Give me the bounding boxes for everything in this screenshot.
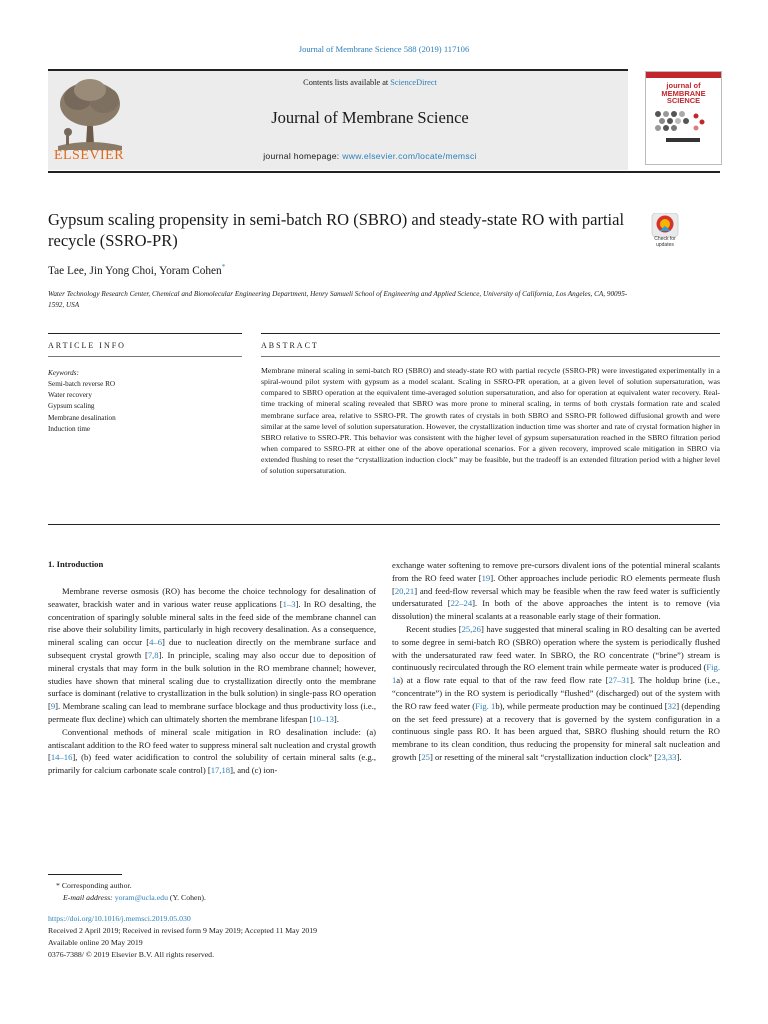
- email-label: E-mail address:: [63, 893, 115, 902]
- paragraph-text: ] due to nucleation directly on the membrane surface and subsequent crystal growth [: [48, 637, 376, 660]
- paragraph-text: Conventional methods of mineral scale mitigation in RO desalination include: (a) antiscalant addition to the RO feed water to suppress mineral salt nucleation and crystal growth [: [48, 726, 376, 763]
- cover-band: [646, 72, 721, 78]
- email-line: [63, 893, 206, 904]
- received-dates: Received 2 April 2019; Received in revised form 9 May 2019; Accepted 11 May 2019: [48, 926, 318, 935]
- sciencedirect-link[interactable]: ScienceDirect: [390, 78, 437, 87]
- reference-link[interactable]: 20,21: [394, 585, 415, 596]
- publisher-wordmark: ELSEVIER: [53, 148, 125, 163]
- email-link[interactable]: yoram@ucla.edu: [114, 893, 168, 902]
- journal-citation[interactable]: Journal of Membrane Science 588 (2019) 117106: [298, 44, 470, 54]
- intro-paragraph-3: [392, 559, 720, 623]
- paragraph-text: Recent studies [: [406, 623, 462, 634]
- email-suffix: (Y. Cohen).: [167, 893, 206, 902]
- author-list: [48, 263, 225, 277]
- homepage-line: [180, 151, 560, 161]
- reference-link[interactable]: 7,8: [147, 649, 159, 660]
- reference-link[interactable]: 17,18: [210, 765, 231, 776]
- reference-link[interactable]: Fig. 1: [475, 700, 496, 711]
- keyword-item: Induction time: [48, 424, 91, 433]
- reference-link[interactable]: 9: [50, 701, 56, 712]
- abstract-text: Membrane mineral scaling in semi-batch RO (SBRO) and steady-state RO with partial recycle (SSRO-PR) were investigated experimentally in a spiral-wound pilot system with gypsum as a model scalant. Scaling in SSRO-PR operation, at a given level of solution supersaturation, was compared to SBRO operation at the equivalent time-averaged solution supersaturation, and also for operation at equivalent water recovery. Real-time tracking of mineral scaling revealed that SBRO was more prone to mineral scaling, in terms of both crystals formation rate and scaled membrane surface area, relative to SSRO-PR. The growth rates of crystals in both SBRO and SSRO-PR followed diffusional growth and were similar at the same level of solution supersaturation. However, the crystallization induction time was shorter and rate of crystal formation higher in SBRO relative to SSRO-PR. This behavior was consistent with the higher level of gypsum supersaturation reached in the SBRO filtration period when compared to SSRO-PR at either one of the above operational scenarios. For a given recovery, improved scale mitigation in SBRO via extended flushing to reset the “crystallization induction clock” may be feasible, but the tradeoff is an extended filtration period with a higher level of solution supersaturation.: [261, 366, 720, 476]
- corresponding-author-marker[interactable]: *: [221, 263, 226, 271]
- article-info-heading: ARTICLE INFO: [48, 341, 126, 350]
- keywords-label: Keywords:: [48, 369, 79, 377]
- article-info-rule-top: [48, 333, 242, 334]
- contents-line: [200, 78, 540, 87]
- keyword-item: Water recovery: [48, 391, 92, 400]
- intro-paragraph-1: [48, 585, 376, 726]
- author-affiliation: Water Technology Research Center, Chemical and Biomolecular Engineering Department, Henry Samueli School of Engineering and Applied Science, University of California, Los Angeles, CA, 90095-1592, USA: [48, 290, 628, 309]
- reference-link[interactable]: 23,33: [657, 751, 677, 762]
- homepage-prefix: journal homepage:: [263, 151, 343, 161]
- abstract-rule-top: [261, 333, 720, 334]
- article-title: Gypsum scaling propensity in semi-batch RO (SBRO) and steady-state RO with partial recycle (SSRO-PR): [48, 210, 625, 250]
- masthead-bottom-rule: [48, 171, 720, 173]
- keyword-item: Membrane desalination: [48, 413, 116, 422]
- footnote-rule: [48, 874, 122, 875]
- contents-prefix: Contents lists available at: [303, 78, 391, 87]
- reference-link[interactable]: 4–6: [149, 637, 162, 648]
- paragraph-text: ].: [333, 713, 339, 724]
- keyword-item: Semi-batch reverse RO: [48, 380, 116, 388]
- paragraph-text: ] have suggested that mineral scaling in RO desalting can be averted to some degree in semi-batch RO (SBRO) operation where the system is periodically flushed with the undersaturated raw feed water. In SBRO, the RO concentrate (“brine”) stream is continuously recirculated through the RO element train while permeate water is produced (: [392, 623, 721, 673]
- reference-link[interactable]: 25,26: [461, 623, 481, 634]
- paragraph-text: ] and feed-flow reversal which may be feasible when the raw feed water is sufficiently undersaturated [: [392, 585, 720, 609]
- paragraph-text: ]. In both of the above approaches the intent is to remove (via dissolution) the mineral scalants at a reasonable early stage of their formation.: [392, 598, 720, 622]
- intro-paragraph-4: [392, 623, 720, 764]
- paragraph-text: ] or resetting of the mineral salt “crystallization induction clock” [: [429, 751, 658, 762]
- copyright-line: 0376-7388/ © 2019 Elsevier B.V. All rights reserved.: [48, 950, 215, 959]
- homepage-link[interactable]: www.elsevier.com/locate/memsci: [342, 151, 477, 161]
- article-info-rule-mid: [48, 356, 242, 357]
- paragraph-text: ]. The holdup brine (i.e., “concentrate”) in the RO system is periodically “flushed” (discharged) out of the system with the RO raw feed water (: [392, 675, 720, 711]
- reference-link[interactable]: 14–16: [50, 752, 73, 763]
- body-column-left: [48, 585, 376, 777]
- paragraph-text: exchange water softening to remove pre-cursors divalent ions of the potential mineral scalants from the RO feed water [: [392, 560, 720, 583]
- paragraph-text: ].: [676, 751, 682, 762]
- paragraph-text: ]. Other approaches include periodic RO elements permeate flush [: [392, 572, 720, 596]
- masthead-top-rule: [48, 69, 628, 71]
- author-names: Tae Lee, Jin Yong Choi, Yoram Cohen: [48, 264, 222, 277]
- reference-link[interactable]: 10–13: [312, 713, 334, 724]
- cover-graphic: [652, 108, 714, 148]
- reference-link[interactable]: 1–3: [282, 598, 296, 609]
- keywords-list: [48, 379, 116, 435]
- keyword-item: Gypsum scaling: [48, 402, 95, 411]
- reference-link[interactable]: 32: [667, 700, 677, 711]
- abstract-heading: ABSTRACT: [261, 341, 319, 350]
- cover-title: journal of MEMBRANE SCIENCE: [661, 81, 706, 105]
- paragraph-text: ]. In RO desalting, the concentration of sparingly soluble mineral salts in the feed side of the membrane channel can rise above their solubility limits, particularly in high recovery desalination. As a consequence, mineral scaling can occur [: [48, 598, 377, 648]
- paragraph-text: b), while permeate production may be continued [: [495, 700, 668, 711]
- corresponding-author-note: * Corresponding author.: [56, 881, 132, 890]
- abstract-rule-bottom: [48, 524, 720, 525]
- paragraph-text: ], and (c) ion-: [230, 765, 278, 776]
- reference-link[interactable]: 22–24: [450, 598, 473, 609]
- body-column-right: [392, 559, 720, 764]
- reference-link[interactable]: 27–31: [608, 675, 630, 686]
- paragraph-text: Membrane reverse osmosis (RO) has become the choice technology for desalination of seawater, brackish water and in various water reuse applications [: [48, 586, 376, 609]
- paragraph-text: ]. Membrane scaling can lead to membrane surface blockage and thus productivity loss (i.e., permeate flux decline) which can ultimately shorten the membrane lifespan [: [48, 701, 376, 724]
- journal-cover-thumbnail[interactable]: [645, 71, 722, 165]
- paragraph-text: ] (depending on the set feed pressure) at a recovery that is governed by the system configuration in a continuous single pass RO. It has been argued that, SBRO flushing should return the RO membrane to its clean condition, thus reducing the propensity for mineral salt nucleation and growth [: [392, 700, 720, 762]
- paragraph-text: ], (b) feed water acidification to control the solubility of certain mineral salts (e.g., primarily for calcium carbonate scale control) [: [48, 752, 376, 776]
- doi-link[interactable]: https://doi.org/10.1016/j.memsci.2019.05.030: [48, 914, 191, 923]
- journal-title: Journal of Membrane Science: [271, 108, 469, 127]
- available-online-date: Available online 20 May 2019: [48, 938, 143, 947]
- paragraph-text: ]. In principle, scaling may also occur due to deposition of mineral crystals that may form in the bulk solution in the RO membrane channel; however, studies have shown that mineral scaling due to crystallization directly onto the membrane surface is dominant (relative to crystallization in the bulk solution) in single-pass RO operation [: [48, 649, 377, 712]
- paragraph-text: a) at a flow rate equal to that of the raw feed flow rate [: [396, 675, 609, 686]
- reference-link[interactable]: 19: [481, 572, 491, 583]
- abstract-rule-mid: [261, 356, 720, 357]
- reference-link[interactable]: Fig. 1: [392, 662, 720, 686]
- reference-link[interactable]: 25: [421, 751, 430, 762]
- check-for-updates-label[interactable]: Check for updates: [654, 236, 676, 248]
- intro-paragraph-2: [48, 726, 376, 777]
- section-heading-introduction: 1. Introduction: [48, 559, 104, 569]
